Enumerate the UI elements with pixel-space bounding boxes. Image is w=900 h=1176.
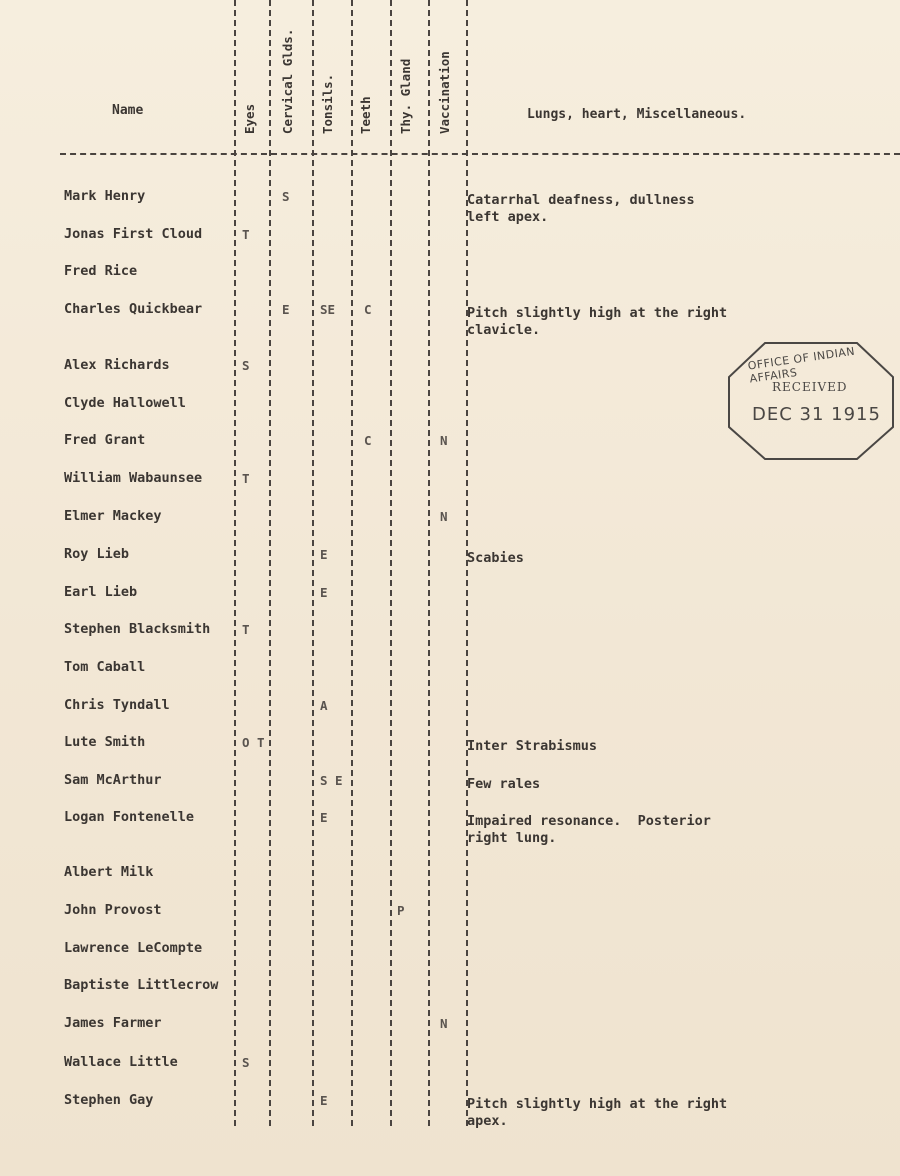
row-tonsils-mark: A (320, 698, 328, 713)
header-cervical: Cervical Glds. (280, 28, 295, 134)
column-divider (312, 0, 314, 1126)
row-notes: Pitch slightly high at the right apex. (467, 1096, 728, 1129)
row-vacc-mark: N (440, 433, 448, 448)
row-name: Jonas First Cloud (64, 226, 203, 242)
row-tonsils-mark: E (320, 547, 328, 562)
header-lungs: Lungs, heart, Miscellaneous. (527, 107, 747, 122)
row-name: Logan Fontenelle (64, 809, 195, 825)
row-eyes-mark: O T (242, 735, 265, 750)
row-notes: Scabies (467, 550, 524, 566)
row-tonsils-mark: S E (320, 773, 343, 788)
row-name: Stephen Blacksmith (64, 621, 211, 637)
row-eyes-mark: T (242, 622, 250, 637)
row-cervical-mark: E (282, 302, 290, 317)
row-thy-mark: P (397, 903, 405, 918)
row-name: Charles Quickbear (64, 301, 203, 317)
row-vacc-mark: N (440, 509, 448, 524)
row-eyes-mark: S (242, 358, 250, 373)
stamp-received-text: RECEIVED (772, 380, 848, 394)
header-rule (60, 153, 900, 155)
row-name: Chris Tyndall (64, 697, 170, 713)
row-name: Stephen Gay (64, 1092, 154, 1108)
header-thy-gland: Thy. Gland (398, 58, 413, 134)
column-divider (428, 0, 430, 1126)
row-eyes-mark: T (242, 471, 250, 486)
row-tonsils-mark: SE (320, 302, 336, 317)
row-name: Tom Caball (64, 659, 146, 675)
row-eyes-mark: T (242, 227, 250, 242)
row-name: Earl Lieb (64, 584, 138, 600)
column-divider (390, 0, 392, 1126)
row-notes: Impaired resonance. Posterior right lung. (467, 813, 711, 846)
row-tonsils-mark: E (320, 1093, 328, 1108)
row-eyes-mark: S (242, 1055, 250, 1070)
row-name: Baptiste Littlecrow (64, 977, 219, 993)
row-name: Mark Henry (64, 188, 146, 204)
row-name: Roy Lieb (64, 546, 130, 562)
row-notes: Catarrhal deafness, dullness left apex. (467, 192, 695, 225)
row-name: Wallace Little (64, 1054, 178, 1070)
row-name: Clyde Hallowell (64, 395, 186, 411)
header-teeth: Teeth (358, 96, 373, 134)
row-name: John Provost (64, 902, 162, 918)
row-name: Elmer Mackey (64, 508, 162, 524)
row-notes: Pitch slightly high at the right clavicle. (467, 305, 728, 338)
header-eyes: Eyes (242, 103, 257, 134)
column-divider (269, 0, 271, 1126)
stamp-date: DEC 31 1915 (752, 404, 881, 425)
header-vaccination: Vaccination (437, 51, 452, 134)
row-name: James Farmer (64, 1015, 162, 1031)
row-notes: Few rales (467, 776, 541, 792)
row-name: Fred Grant (64, 432, 146, 448)
column-divider (351, 0, 353, 1126)
row-vacc-mark: N (440, 1016, 448, 1031)
row-teeth-mark: C (364, 433, 372, 448)
header-tonsils: Tonsils. (320, 73, 335, 134)
row-name: Fred Rice (64, 263, 138, 279)
row-notes: Inter Strabismus (467, 738, 598, 754)
header-name: Name (112, 103, 144, 118)
row-name: Lute Smith (64, 734, 146, 750)
row-cervical-mark: S (282, 189, 290, 204)
row-name: Alex Richards (64, 357, 170, 373)
row-name: Sam McArthur (64, 772, 162, 788)
row-tonsils-mark: E (320, 585, 328, 600)
row-name: Albert Milk (64, 864, 154, 880)
column-divider (234, 0, 236, 1126)
row-teeth-mark: C (364, 302, 372, 317)
stamp-office-text: OFFICE OF INDIAN AFFAIRS (746, 344, 856, 386)
row-name: Lawrence LeCompte (64, 940, 203, 956)
row-name: William Wabaunsee (64, 470, 203, 486)
row-tonsils-mark: E (320, 810, 328, 825)
